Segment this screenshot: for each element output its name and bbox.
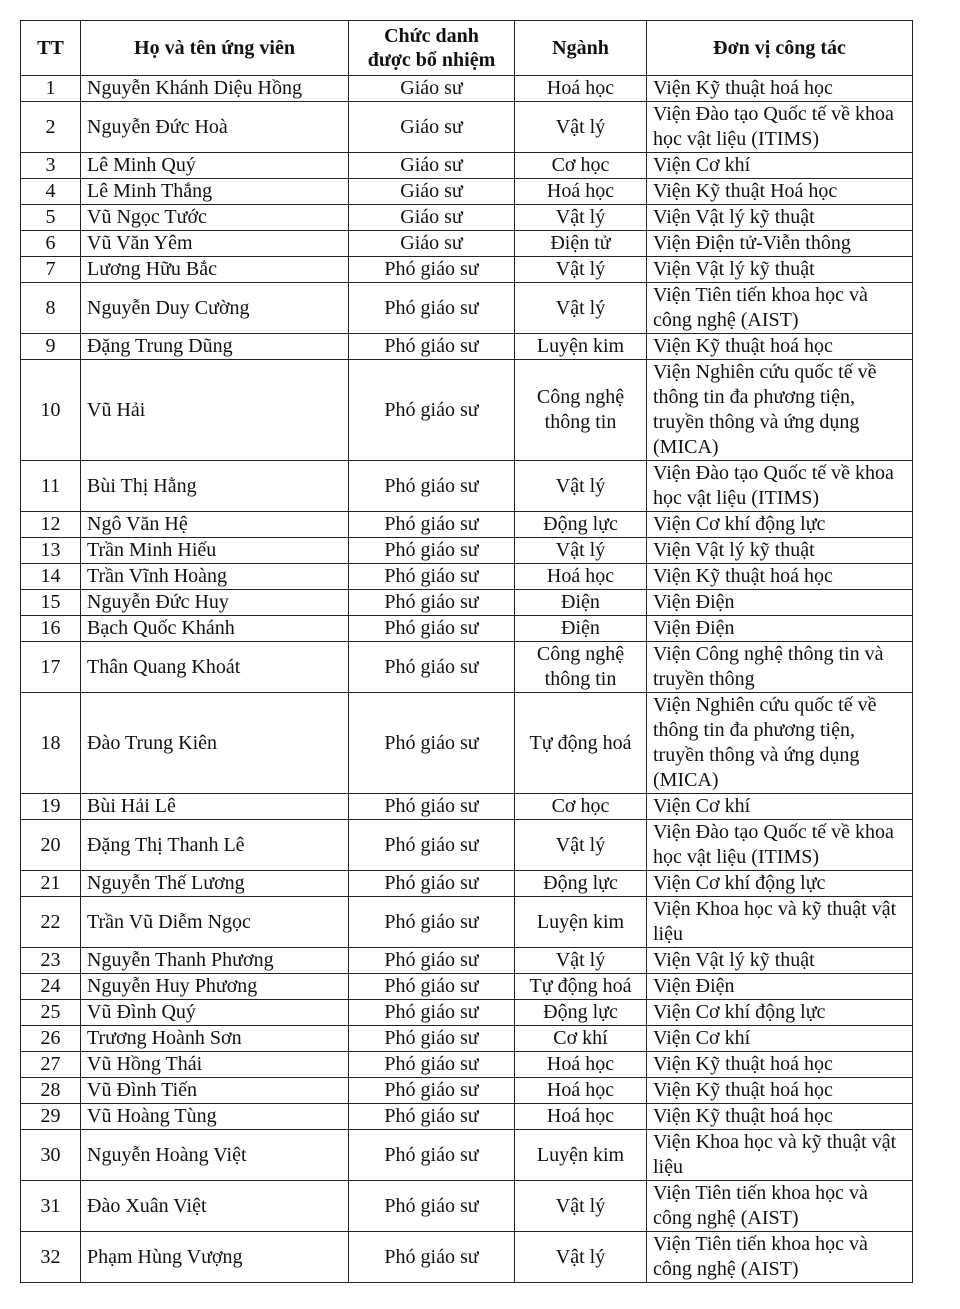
title-cell: Phó giáo sư (349, 1000, 515, 1026)
unit-cell: Viện Vật lý kỹ thuật (647, 205, 913, 231)
tt-cell: 22 (21, 897, 81, 948)
name-cell: Bạch Quốc Khánh (81, 616, 349, 642)
title-cell: Phó giáo sư (349, 1104, 515, 1130)
title-cell: Phó giáo sư (349, 948, 515, 974)
tt-cell: 18 (21, 693, 81, 794)
tt-cell: 31 (21, 1181, 81, 1232)
unit-cell: Viện Đào tạo Quốc tế về khoa học vật liệu (ITIMS) (647, 461, 913, 512)
name-cell: Bùi Hải Lê (81, 794, 349, 820)
title-cell: Phó giáo sư (349, 693, 515, 794)
table-row (21, 590, 913, 616)
tt-cell: 12 (21, 512, 81, 538)
field-cell: Vật lý (515, 538, 647, 564)
tt-cell: 13 (21, 538, 81, 564)
unit-cell: Viện Khoa học và kỹ thuật vật liệu (647, 897, 913, 948)
field-cell: Tự động hoá (515, 693, 647, 794)
unit-cell: Viện Đào tạo Quốc tế về khoa học vật liệu (ITIMS) (647, 820, 913, 871)
name-cell: Lương Hữu Bắc (81, 257, 349, 283)
name-cell: Nguyễn Đức Hoà (81, 102, 349, 153)
name-cell: Vũ Ngọc Tước (81, 205, 349, 231)
tt-cell: 28 (21, 1078, 81, 1104)
unit-cell: Viện Kỹ thuật hoá học (647, 1052, 913, 1078)
tt-cell: 27 (21, 1052, 81, 1078)
field-cell: Điện (515, 590, 647, 616)
name-cell: Nguyễn Duy Cường (81, 283, 349, 334)
field-cell: Công nghệ thông tin (515, 642, 647, 693)
name-cell: Trần Vũ Diễm Ngọc (81, 897, 349, 948)
name-cell: Đào Trung Kiên (81, 693, 349, 794)
name-cell: Nguyễn Thanh Phương (81, 948, 349, 974)
title-cell: Phó giáo sư (349, 334, 515, 360)
field-cell: Hoá học (515, 179, 647, 205)
tt-cell: 9 (21, 334, 81, 360)
table-row (21, 76, 913, 102)
header-title-line1: Chức danh (384, 25, 479, 47)
table-row (21, 360, 913, 461)
field-cell: Động lực (515, 1000, 647, 1026)
field-cell: Vật lý (515, 820, 647, 871)
unit-cell: Viện Vật lý kỹ thuật (647, 257, 913, 283)
name-cell: Ngô Văn Hệ (81, 512, 349, 538)
field-cell: Vật lý (515, 1181, 647, 1232)
name-cell: Vũ Văn Yêm (81, 231, 349, 257)
field-cell: Vật lý (515, 283, 647, 334)
title-cell: Phó giáo sư (349, 1181, 515, 1232)
title-cell: Phó giáo sư (349, 590, 515, 616)
name-cell: Nguyễn Hoàng Việt (81, 1130, 349, 1181)
tt-cell: 3 (21, 153, 81, 179)
table-row (21, 283, 913, 334)
name-cell: Vũ Đình Quý (81, 1000, 349, 1026)
unit-cell: Viện Điện tử-Viễn thông (647, 231, 913, 257)
unit-cell: Viện Tiên tiến khoa học và công nghệ (AIST) (647, 1232, 913, 1283)
name-cell: Vũ Hải (81, 360, 349, 461)
title-cell: Phó giáo sư (349, 1052, 515, 1078)
tt-cell: 8 (21, 283, 81, 334)
field-cell: Luyện kim (515, 1130, 647, 1181)
table-row (21, 153, 913, 179)
title-cell: Phó giáo sư (349, 360, 515, 461)
tt-cell: 24 (21, 974, 81, 1000)
unit-cell: Viện Điện (647, 616, 913, 642)
table-row (21, 1000, 913, 1026)
title-cell: Phó giáo sư (349, 1130, 515, 1181)
header-row (21, 21, 913, 76)
field-cell: Luyện kim (515, 897, 647, 948)
table-row (21, 948, 913, 974)
table-row (21, 334, 913, 360)
name-cell: Đặng Trung Dũng (81, 334, 349, 360)
title-cell: Phó giáo sư (349, 461, 515, 512)
field-cell: Cơ học (515, 794, 647, 820)
unit-cell: Viện Cơ khí (647, 153, 913, 179)
tt-cell: 15 (21, 590, 81, 616)
table-row (21, 1104, 913, 1130)
header-name: Họ và tên ứng viên (81, 21, 349, 76)
title-cell: Phó giáo sư (349, 564, 515, 590)
unit-cell: Viện Kỹ thuật hoá học (647, 334, 913, 360)
table-row (21, 1181, 913, 1232)
field-cell: Tự động hoá (515, 974, 647, 1000)
unit-cell: Viện Kỹ thuật hoá học (647, 564, 913, 590)
field-cell: Luyện kim (515, 334, 647, 360)
table-row (21, 1232, 913, 1283)
title-cell: Phó giáo sư (349, 512, 515, 538)
header-field: Ngành (515, 21, 647, 76)
table-row (21, 1052, 913, 1078)
tt-cell: 25 (21, 1000, 81, 1026)
title-cell: Giáo sư (349, 205, 515, 231)
unit-cell: Viện Khoa học và kỹ thuật vật liệu (647, 1130, 913, 1181)
title-cell: Phó giáo sư (349, 283, 515, 334)
table-row (21, 564, 913, 590)
tt-cell: 30 (21, 1130, 81, 1181)
field-cell: Cơ khí (515, 1026, 647, 1052)
field-cell: Điện (515, 616, 647, 642)
name-cell: Trần Minh Hiếu (81, 538, 349, 564)
table-row (21, 1130, 913, 1181)
tt-cell: 26 (21, 1026, 81, 1052)
tt-cell: 29 (21, 1104, 81, 1130)
table-row (21, 642, 913, 693)
tt-cell: 4 (21, 179, 81, 205)
unit-cell: Viện Cơ khí (647, 794, 913, 820)
name-cell: Trương Hoành Sơn (81, 1026, 349, 1052)
tt-cell: 32 (21, 1232, 81, 1283)
field-cell: Động lực (515, 512, 647, 538)
field-cell: Hoá học (515, 1052, 647, 1078)
title-cell: Phó giáo sư (349, 897, 515, 948)
table-row (21, 512, 913, 538)
unit-cell: Viện Đào tạo Quốc tế về khoa học vật liệu (ITIMS) (647, 102, 913, 153)
unit-cell: Viện Tiên tiến khoa học và công nghệ (AIST) (647, 1181, 913, 1232)
title-cell: Phó giáo sư (349, 642, 515, 693)
table-row (21, 179, 913, 205)
name-cell: Vũ Hồng Thái (81, 1052, 349, 1078)
unit-cell: Viện Cơ khí (647, 1026, 913, 1052)
field-cell: Hoá học (515, 564, 647, 590)
name-cell: Nguyễn Khánh Diệu Hồng (81, 76, 349, 102)
unit-cell: Viện Kỹ thuật Hoá học (647, 179, 913, 205)
name-cell: Đào Xuân Việt (81, 1181, 349, 1232)
table-row (21, 871, 913, 897)
unit-cell: Viện Vật lý kỹ thuật (647, 538, 913, 564)
unit-cell: Viện Cơ khí động lực (647, 512, 913, 538)
table-row (21, 257, 913, 283)
name-cell: Nguyễn Huy Phương (81, 974, 349, 1000)
table-row (21, 616, 913, 642)
name-cell: Đặng Thị Thanh Lê (81, 820, 349, 871)
unit-cell: Viện Kỹ thuật hoá học (647, 1078, 913, 1104)
unit-cell: Viện Vật lý kỹ thuật (647, 948, 913, 974)
field-cell: Cơ học (515, 153, 647, 179)
tt-cell: 14 (21, 564, 81, 590)
title-cell: Phó giáo sư (349, 794, 515, 820)
field-cell: Vật lý (515, 257, 647, 283)
tt-cell: 16 (21, 616, 81, 642)
name-cell: Vũ Đình Tiến (81, 1078, 349, 1104)
tt-cell: 5 (21, 205, 81, 231)
table-body (21, 76, 913, 1283)
title-cell: Giáo sư (349, 102, 515, 153)
field-cell: Công nghệ thông tin (515, 360, 647, 461)
title-cell: Giáo sư (349, 76, 515, 102)
title-cell: Phó giáo sư (349, 1078, 515, 1104)
title-cell: Phó giáo sư (349, 616, 515, 642)
tt-cell: 23 (21, 948, 81, 974)
tt-cell: 7 (21, 257, 81, 283)
field-cell: Hoá học (515, 76, 647, 102)
title-cell: Giáo sư (349, 179, 515, 205)
header-unit: Đơn vị công tác (647, 21, 913, 76)
table-row (21, 1078, 913, 1104)
title-cell: Phó giáo sư (349, 257, 515, 283)
tt-cell: 6 (21, 231, 81, 257)
name-cell: Thân Quang Khoát (81, 642, 349, 693)
unit-cell: Viện Nghiên cứu quốc tế về thông tin đa phương tiện, truyền thông và ứng dụng (MICA) (647, 360, 913, 461)
tt-cell: 1 (21, 76, 81, 102)
field-cell: Hoá học (515, 1104, 647, 1130)
title-cell: Phó giáo sư (349, 1026, 515, 1052)
table-row (21, 205, 913, 231)
name-cell: Lê Minh Thắng (81, 179, 349, 205)
tt-cell: 11 (21, 461, 81, 512)
table-row (21, 974, 913, 1000)
name-cell: Nguyễn Thế Lương (81, 871, 349, 897)
name-cell: Phạm Hùng Vượng (81, 1232, 349, 1283)
title-cell: Phó giáo sư (349, 1232, 515, 1283)
table-row (21, 794, 913, 820)
title-cell: Giáo sư (349, 153, 515, 179)
tt-cell: 17 (21, 642, 81, 693)
unit-cell: Viện Nghiên cứu quốc tế về thông tin đa phương tiện, truyền thông và ứng dụng (MICA) (647, 693, 913, 794)
name-cell: Lê Minh Quý (81, 153, 349, 179)
table-row (21, 1026, 913, 1052)
name-cell: Vũ Hoàng Tùng (81, 1104, 349, 1130)
header-title-line2: được bổ nhiệm (367, 49, 496, 71)
name-cell: Trần Vĩnh Hoàng (81, 564, 349, 590)
field-cell: Động lực (515, 871, 647, 897)
field-cell: Hoá học (515, 1078, 647, 1104)
table-row (21, 693, 913, 794)
tt-cell: 2 (21, 102, 81, 153)
unit-cell: Viện Tiên tiến khoa học và công nghệ (AIST) (647, 283, 913, 334)
title-cell: Phó giáo sư (349, 974, 515, 1000)
table-row (21, 231, 913, 257)
table-row (21, 538, 913, 564)
field-cell: Vật lý (515, 1232, 647, 1283)
unit-cell: Viện Điện (647, 974, 913, 1000)
field-cell: Vật lý (515, 205, 647, 231)
tt-cell: 20 (21, 820, 81, 871)
name-cell: Bùi Thị Hằng (81, 461, 349, 512)
tt-cell: 21 (21, 871, 81, 897)
name-cell: Nguyễn Đức Huy (81, 590, 349, 616)
appointment-table (20, 20, 913, 1283)
table-row (21, 820, 913, 871)
title-cell: Giáo sư (349, 231, 515, 257)
unit-cell: Viện Kỹ thuật hoá học (647, 76, 913, 102)
title-cell: Phó giáo sư (349, 820, 515, 871)
field-cell: Vật lý (515, 102, 647, 153)
field-cell: Vật lý (515, 948, 647, 974)
title-cell: Phó giáo sư (349, 871, 515, 897)
unit-cell: Viện Kỹ thuật hoá học (647, 1104, 913, 1130)
table-row (21, 897, 913, 948)
field-cell: Vật lý (515, 461, 647, 512)
tt-cell: 19 (21, 794, 81, 820)
table-row (21, 461, 913, 512)
unit-cell: Viện Điện (647, 590, 913, 616)
header-tt: TT (21, 21, 81, 76)
tt-cell: 10 (21, 360, 81, 461)
header-title (349, 21, 515, 76)
unit-cell: Viện Cơ khí động lực (647, 1000, 913, 1026)
unit-cell: Viện Công nghệ thông tin và truyền thông (647, 642, 913, 693)
title-cell: Phó giáo sư (349, 538, 515, 564)
unit-cell: Viện Cơ khí động lực (647, 871, 913, 897)
field-cell: Điện tử (515, 231, 647, 257)
table-row (21, 102, 913, 153)
